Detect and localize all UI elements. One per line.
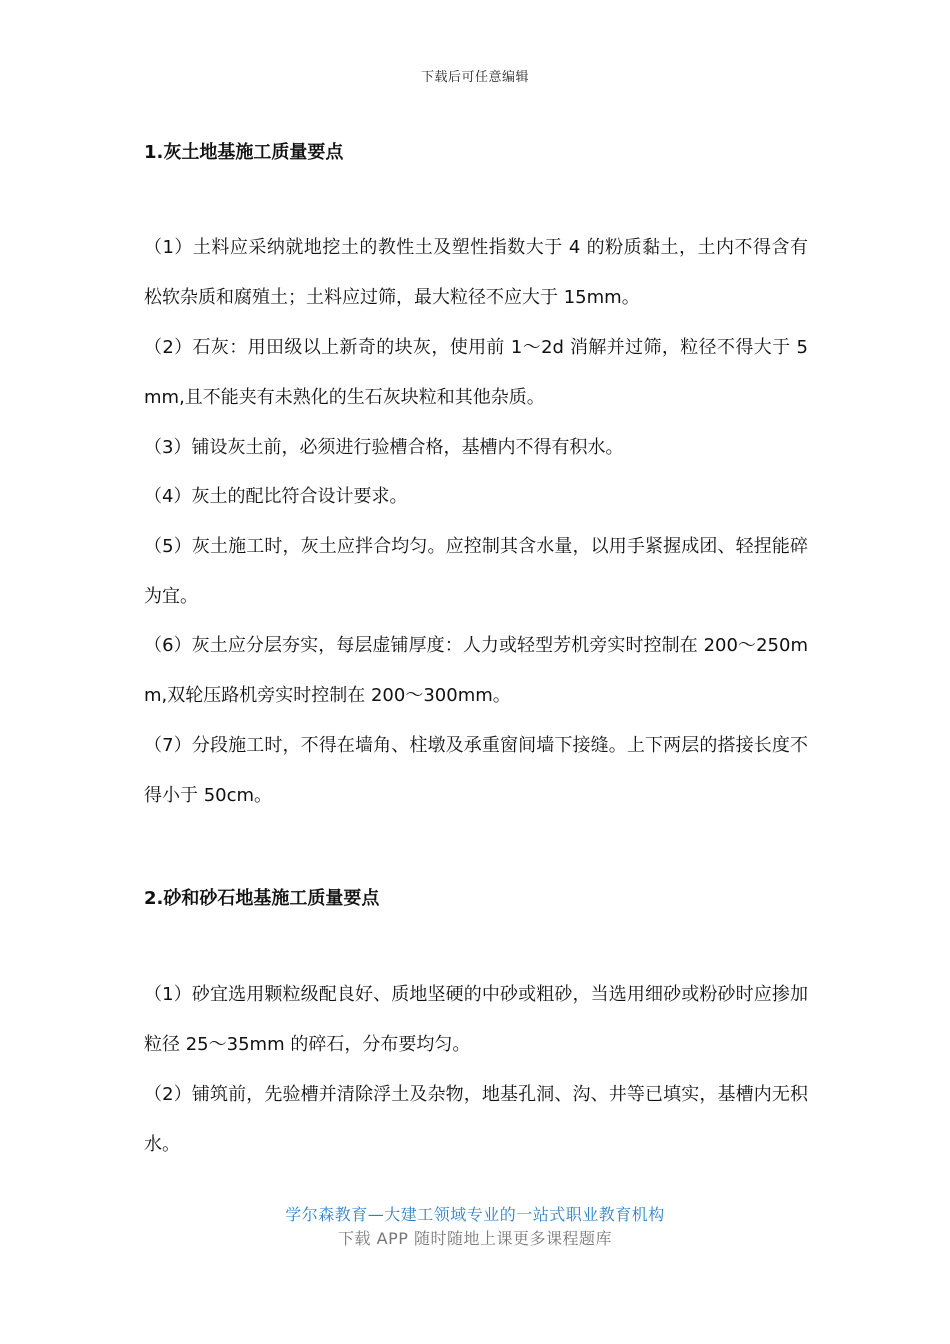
- paragraph-1-5: （5）灰土施工时，灰土应拌合均匀。应控制其含水量，以用手紧握成团、轻捏能碎为宜。: [144, 536, 808, 607]
- paragraph-1-7: （7）分段施工时，不得在墙角、柱墩及承重窗间墙下接缝。上下两层的搭接长度不得小于 50cm。: [144, 735, 808, 806]
- paragraph-1-6: （6）灰土应分层夯实，每层虚铺厚度：人力或轻型芳机旁实时控制在 200～250mm,双轮压路机旁实时控制在 200～300mm。: [144, 635, 808, 706]
- paragraph-2-1: （1）砂宜选用颗粒级配良好、质地坚硬的中砂或粗砂，当选用细砂或粉砂时应掺加粒径 25～35mm 的碎石，分布要均匀。: [144, 984, 808, 1055]
- paragraph-2-2: （2）铺筑前，先验槽并清除浮土及杂物，地基孔洞、沟、井等已填实，基槽内无积水。: [144, 1084, 808, 1155]
- section-heading-1: 1.灰土地基施工质量要点: [144, 142, 344, 163]
- paragraph-1-3: （3）铺设灰土前，必须进行验槽合格，基槽内不得有积水。: [144, 437, 624, 458]
- footer-app-line: 下载 APP 随时随地上课更多课程题库: [338, 1229, 612, 1248]
- paragraph-1-2: （2）石灰：用田级以上新奇的块灰，使用前 1～2d 消解并过筛，粒径不得大于 5mm,且不能夹有未熟化的生石灰块粒和其他杂质。: [144, 337, 808, 408]
- paragraph-1-1: （1）土料应采纳就地挖土的教性土及塑性指数大于 4 的粉质黏土，土内不得含有松软杂质和腐殖土；土料应过筛，最大粒径不应大于 15mm。: [144, 237, 808, 308]
- header-note: 下载后可任意编辑: [420, 70, 529, 85]
- footer-brand-line: 学尔森教育—大建工领域专业的一站式职业教育机构: [285, 1205, 665, 1224]
- section-heading-2: 2.砂和砂石地基施工质量要点: [144, 888, 380, 909]
- paragraph-1-4: （4）灰土的配比符合设计要求。: [144, 486, 408, 507]
